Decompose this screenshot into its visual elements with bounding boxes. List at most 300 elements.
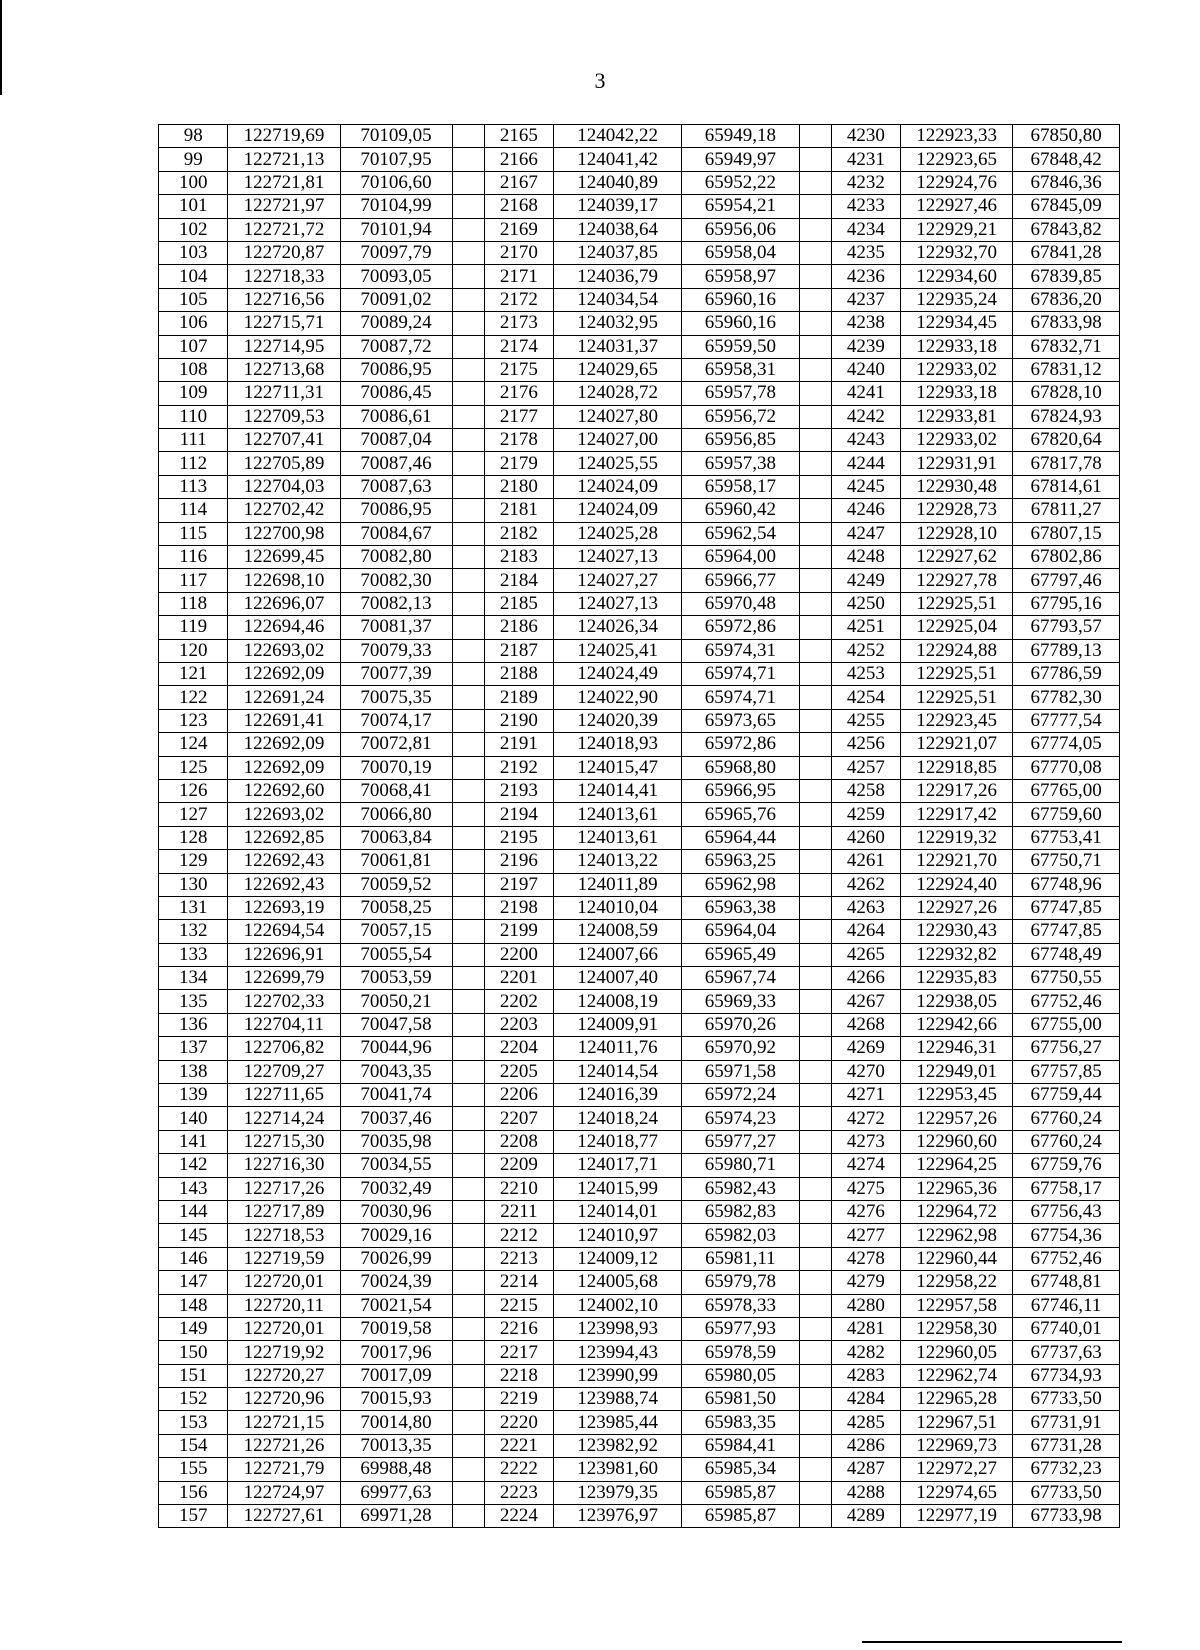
y-coordinate-b-cell: 65956,06 — [682, 218, 799, 241]
x-coordinate-a-cell: 122699,45 — [228, 546, 340, 569]
column-gap-cell — [799, 452, 831, 475]
column-gap-cell — [452, 1294, 484, 1317]
table-row — [159, 522, 1120, 545]
column-gap-cell — [799, 826, 831, 849]
point-number-c-cell: 4246 — [831, 499, 900, 522]
column-gap-cell — [799, 1364, 831, 1387]
x-coordinate-c-cell: 122958,30 — [901, 1317, 1013, 1340]
y-coordinate-c-cell: 67755,00 — [1013, 1013, 1120, 1036]
point-number-a-cell: 114 — [159, 499, 228, 522]
y-coordinate-b-cell: 65954,21 — [682, 195, 799, 218]
point-number-b-cell: 2180 — [484, 475, 553, 498]
x-coordinate-b-cell: 123994,43 — [554, 1341, 682, 1364]
column-gap-cell — [452, 335, 484, 358]
point-number-c-cell: 4261 — [831, 850, 900, 873]
x-coordinate-a-cell: 122699,79 — [228, 967, 340, 990]
column-gap-cell — [799, 943, 831, 966]
point-number-c-cell: 4272 — [831, 1107, 900, 1130]
y-coordinate-b-cell: 65959,50 — [682, 335, 799, 358]
point-number-a-cell: 98 — [159, 125, 228, 148]
point-number-b-cell: 2185 — [484, 592, 553, 615]
x-coordinate-a-cell: 122692,09 — [228, 733, 340, 756]
column-gap-cell — [452, 826, 484, 849]
x-coordinate-b-cell: 124027,80 — [554, 405, 682, 428]
y-coordinate-a-cell: 70086,95 — [340, 358, 452, 381]
x-coordinate-b-cell: 124011,76 — [554, 1037, 682, 1060]
x-coordinate-a-cell: 122709,27 — [228, 1060, 340, 1083]
table-row — [159, 499, 1120, 522]
y-coordinate-c-cell: 67795,16 — [1013, 592, 1120, 615]
x-coordinate-b-cell: 124015,99 — [554, 1177, 682, 1200]
column-gap-cell — [799, 1060, 831, 1083]
y-coordinate-c-cell: 67748,81 — [1013, 1271, 1120, 1294]
column-gap-cell — [799, 1247, 831, 1270]
y-coordinate-a-cell: 70087,04 — [340, 429, 452, 452]
y-coordinate-b-cell: 65956,85 — [682, 429, 799, 452]
point-number-b-cell: 2199 — [484, 920, 553, 943]
column-gap-cell — [799, 592, 831, 615]
point-number-b-cell: 2176 — [484, 382, 553, 405]
point-number-c-cell: 4269 — [831, 1037, 900, 1060]
point-number-c-cell: 4234 — [831, 218, 900, 241]
x-coordinate-c-cell: 122934,45 — [901, 312, 1013, 335]
column-gap-cell — [799, 709, 831, 732]
column-gap-cell — [452, 125, 484, 148]
x-coordinate-c-cell: 122927,46 — [901, 195, 1013, 218]
x-coordinate-b-cell: 124027,27 — [554, 569, 682, 592]
x-coordinate-b-cell: 124010,97 — [554, 1224, 682, 1247]
table-row — [159, 709, 1120, 732]
table-row — [159, 1084, 1120, 1107]
column-gap-cell — [452, 241, 484, 264]
y-coordinate-a-cell: 70072,81 — [340, 733, 452, 756]
point-number-a-cell: 141 — [159, 1130, 228, 1153]
y-coordinate-a-cell: 70089,24 — [340, 312, 452, 335]
point-number-c-cell: 4266 — [831, 967, 900, 990]
column-gap-cell — [799, 1388, 831, 1411]
point-number-b-cell: 2210 — [484, 1177, 553, 1200]
column-gap-cell — [799, 335, 831, 358]
x-coordinate-a-cell: 122693,02 — [228, 803, 340, 826]
column-gap-cell — [452, 546, 484, 569]
x-coordinate-c-cell: 122962,74 — [901, 1364, 1013, 1387]
x-coordinate-a-cell: 122704,11 — [228, 1013, 340, 1036]
y-coordinate-b-cell: 65963,25 — [682, 850, 799, 873]
y-coordinate-c-cell: 67740,01 — [1013, 1317, 1120, 1340]
y-coordinate-a-cell: 70087,63 — [340, 475, 452, 498]
point-number-b-cell: 2224 — [484, 1505, 553, 1528]
column-gap-cell — [799, 1458, 831, 1481]
table-row — [159, 265, 1120, 288]
point-number-a-cell: 110 — [159, 405, 228, 428]
point-number-c-cell: 4253 — [831, 662, 900, 685]
x-coordinate-c-cell: 122957,58 — [901, 1294, 1013, 1317]
point-number-c-cell: 4255 — [831, 709, 900, 732]
table-row — [159, 1037, 1120, 1060]
y-coordinate-c-cell: 67807,15 — [1013, 522, 1120, 545]
x-coordinate-b-cell: 124013,22 — [554, 850, 682, 873]
column-gap-cell — [799, 429, 831, 452]
point-number-a-cell: 119 — [159, 616, 228, 639]
table-row — [159, 686, 1120, 709]
column-gap-cell — [799, 639, 831, 662]
y-coordinate-c-cell: 67753,41 — [1013, 826, 1120, 849]
x-coordinate-c-cell: 122933,18 — [901, 382, 1013, 405]
point-number-c-cell: 4250 — [831, 592, 900, 615]
column-gap-cell — [799, 475, 831, 498]
column-gap-cell — [799, 546, 831, 569]
point-number-c-cell: 4247 — [831, 522, 900, 545]
y-coordinate-b-cell: 65970,26 — [682, 1013, 799, 1036]
column-gap-cell — [452, 288, 484, 311]
column-gap-cell — [799, 382, 831, 405]
x-coordinate-a-cell: 122717,26 — [228, 1177, 340, 1200]
column-gap-cell — [452, 1130, 484, 1153]
x-coordinate-c-cell: 122929,21 — [901, 218, 1013, 241]
y-coordinate-c-cell: 67782,30 — [1013, 686, 1120, 709]
point-number-c-cell: 4238 — [831, 312, 900, 335]
x-coordinate-b-cell: 124015,47 — [554, 756, 682, 779]
x-coordinate-b-cell: 123990,99 — [554, 1364, 682, 1387]
y-coordinate-a-cell: 70079,33 — [340, 639, 452, 662]
y-coordinate-b-cell: 65973,65 — [682, 709, 799, 732]
x-coordinate-a-cell: 122715,71 — [228, 312, 340, 335]
column-gap-cell — [452, 265, 484, 288]
y-coordinate-c-cell: 67786,59 — [1013, 662, 1120, 685]
point-number-b-cell: 2196 — [484, 850, 553, 873]
point-number-b-cell: 2166 — [484, 148, 553, 171]
point-number-b-cell: 2177 — [484, 405, 553, 428]
point-number-b-cell: 2208 — [484, 1130, 553, 1153]
column-gap-cell — [799, 522, 831, 545]
x-coordinate-a-cell: 122716,56 — [228, 288, 340, 311]
column-gap-cell — [799, 779, 831, 802]
point-number-b-cell: 2175 — [484, 358, 553, 381]
y-coordinate-a-cell: 70013,35 — [340, 1434, 452, 1457]
column-gap-cell — [799, 686, 831, 709]
column-gap-cell — [452, 803, 484, 826]
y-coordinate-a-cell: 70017,09 — [340, 1364, 452, 1387]
y-coordinate-c-cell: 67759,44 — [1013, 1084, 1120, 1107]
x-coordinate-a-cell: 122702,33 — [228, 990, 340, 1013]
table-row — [159, 1130, 1120, 1153]
y-coordinate-a-cell: 70034,55 — [340, 1154, 452, 1177]
y-coordinate-c-cell: 67793,57 — [1013, 616, 1120, 639]
point-number-c-cell: 4280 — [831, 1294, 900, 1317]
column-gap-cell — [452, 709, 484, 732]
y-coordinate-b-cell: 65962,54 — [682, 522, 799, 545]
column-gap-cell — [452, 1060, 484, 1083]
column-gap-cell — [799, 1224, 831, 1247]
x-coordinate-b-cell: 123976,97 — [554, 1505, 682, 1528]
column-gap-cell — [799, 967, 831, 990]
column-gap-cell — [799, 896, 831, 919]
y-coordinate-c-cell: 67846,36 — [1013, 171, 1120, 194]
point-number-b-cell: 2184 — [484, 569, 553, 592]
point-number-a-cell: 113 — [159, 475, 228, 498]
x-coordinate-c-cell: 122927,26 — [901, 896, 1013, 919]
point-number-a-cell: 150 — [159, 1341, 228, 1364]
point-number-c-cell: 4265 — [831, 943, 900, 966]
point-number-a-cell: 152 — [159, 1388, 228, 1411]
point-number-b-cell: 2174 — [484, 335, 553, 358]
y-coordinate-a-cell: 70024,39 — [340, 1271, 452, 1294]
x-coordinate-c-cell: 122927,62 — [901, 546, 1013, 569]
point-number-a-cell: 127 — [159, 803, 228, 826]
y-coordinate-b-cell: 65977,27 — [682, 1130, 799, 1153]
table-row — [159, 1458, 1120, 1481]
y-coordinate-b-cell: 65978,33 — [682, 1294, 799, 1317]
x-coordinate-a-cell: 122718,33 — [228, 265, 340, 288]
point-number-a-cell: 155 — [159, 1458, 228, 1481]
y-coordinate-b-cell: 65981,11 — [682, 1247, 799, 1270]
column-gap-cell — [799, 662, 831, 685]
column-gap-cell — [799, 1154, 831, 1177]
y-coordinate-a-cell: 70086,45 — [340, 382, 452, 405]
x-coordinate-a-cell: 122719,59 — [228, 1247, 340, 1270]
point-number-c-cell: 4273 — [831, 1130, 900, 1153]
x-coordinate-b-cell: 124029,65 — [554, 358, 682, 381]
table-row — [159, 967, 1120, 990]
column-gap-cell — [799, 171, 831, 194]
y-coordinate-a-cell: 70068,41 — [340, 779, 452, 802]
x-coordinate-c-cell: 122931,91 — [901, 452, 1013, 475]
y-coordinate-b-cell: 65974,71 — [682, 662, 799, 685]
x-coordinate-a-cell: 122717,89 — [228, 1200, 340, 1223]
y-coordinate-b-cell: 65982,03 — [682, 1224, 799, 1247]
point-number-a-cell: 134 — [159, 967, 228, 990]
point-number-c-cell: 4251 — [831, 616, 900, 639]
point-number-a-cell: 107 — [159, 335, 228, 358]
y-coordinate-a-cell: 70086,95 — [340, 499, 452, 522]
column-gap-cell — [799, 569, 831, 592]
y-coordinate-c-cell: 67747,85 — [1013, 920, 1120, 943]
point-number-a-cell: 123 — [159, 709, 228, 732]
x-coordinate-a-cell: 122721,26 — [228, 1434, 340, 1457]
table-row — [159, 452, 1120, 475]
column-gap-cell — [452, 592, 484, 615]
y-coordinate-b-cell: 65981,50 — [682, 1388, 799, 1411]
point-number-a-cell: 138 — [159, 1060, 228, 1083]
point-number-b-cell: 2220 — [484, 1411, 553, 1434]
x-coordinate-c-cell: 122933,02 — [901, 429, 1013, 452]
y-coordinate-b-cell: 65971,58 — [682, 1060, 799, 1083]
table-row — [159, 335, 1120, 358]
y-coordinate-a-cell: 70087,46 — [340, 452, 452, 475]
y-coordinate-a-cell: 70084,67 — [340, 522, 452, 545]
y-coordinate-c-cell: 67817,78 — [1013, 452, 1120, 475]
table-row — [159, 218, 1120, 241]
x-coordinate-a-cell: 122724,97 — [228, 1481, 340, 1504]
y-coordinate-c-cell: 67734,93 — [1013, 1364, 1120, 1387]
point-number-a-cell: 142 — [159, 1154, 228, 1177]
y-coordinate-b-cell: 65978,59 — [682, 1341, 799, 1364]
y-coordinate-a-cell: 70104,99 — [340, 195, 452, 218]
y-coordinate-c-cell: 67770,08 — [1013, 756, 1120, 779]
point-number-a-cell: 118 — [159, 592, 228, 615]
y-coordinate-c-cell: 67839,85 — [1013, 265, 1120, 288]
point-number-b-cell: 2213 — [484, 1247, 553, 1270]
y-coordinate-a-cell: 70082,80 — [340, 546, 452, 569]
x-coordinate-c-cell: 122923,33 — [901, 125, 1013, 148]
point-number-c-cell: 4274 — [831, 1154, 900, 1177]
y-coordinate-b-cell: 65983,35 — [682, 1411, 799, 1434]
y-coordinate-c-cell: 67752,46 — [1013, 990, 1120, 1013]
point-number-a-cell: 136 — [159, 1013, 228, 1036]
x-coordinate-b-cell: 123981,60 — [554, 1458, 682, 1481]
table-row — [159, 475, 1120, 498]
y-coordinate-c-cell: 67748,49 — [1013, 943, 1120, 966]
x-coordinate-a-cell: 122694,54 — [228, 920, 340, 943]
column-gap-cell — [799, 1505, 831, 1528]
y-coordinate-c-cell: 67832,71 — [1013, 335, 1120, 358]
y-coordinate-c-cell: 67747,85 — [1013, 896, 1120, 919]
point-number-a-cell: 115 — [159, 522, 228, 545]
x-coordinate-b-cell: 124008,19 — [554, 990, 682, 1013]
x-coordinate-a-cell: 122716,30 — [228, 1154, 340, 1177]
y-coordinate-a-cell: 70055,54 — [340, 943, 452, 966]
column-gap-cell — [452, 382, 484, 405]
x-coordinate-b-cell: 124027,13 — [554, 592, 682, 615]
point-number-a-cell: 145 — [159, 1224, 228, 1247]
x-coordinate-c-cell: 122974,65 — [901, 1481, 1013, 1504]
y-coordinate-b-cell: 65985,34 — [682, 1458, 799, 1481]
point-number-b-cell: 2219 — [484, 1388, 553, 1411]
y-coordinate-c-cell: 67750,71 — [1013, 850, 1120, 873]
column-gap-cell — [452, 171, 484, 194]
x-coordinate-b-cell: 124022,90 — [554, 686, 682, 709]
column-gap-cell — [452, 616, 484, 639]
point-number-c-cell: 4232 — [831, 171, 900, 194]
point-number-c-cell: 4285 — [831, 1411, 900, 1434]
y-coordinate-b-cell: 65970,48 — [682, 592, 799, 615]
x-coordinate-c-cell: 122934,60 — [901, 265, 1013, 288]
y-coordinate-a-cell: 70021,54 — [340, 1294, 452, 1317]
y-coordinate-c-cell: 67814,61 — [1013, 475, 1120, 498]
y-coordinate-a-cell: 69977,63 — [340, 1481, 452, 1504]
point-number-b-cell: 2194 — [484, 803, 553, 826]
point-number-c-cell: 4254 — [831, 686, 900, 709]
column-gap-cell — [452, 312, 484, 335]
x-coordinate-a-cell: 122721,72 — [228, 218, 340, 241]
x-coordinate-a-cell: 122720,87 — [228, 241, 340, 264]
point-number-c-cell: 4245 — [831, 475, 900, 498]
y-coordinate-a-cell: 70074,17 — [340, 709, 452, 732]
point-number-a-cell: 125 — [159, 756, 228, 779]
point-number-c-cell: 4268 — [831, 1013, 900, 1036]
column-gap-cell — [452, 1317, 484, 1340]
y-coordinate-c-cell: 67757,85 — [1013, 1060, 1120, 1083]
y-coordinate-b-cell: 65966,95 — [682, 779, 799, 802]
x-coordinate-c-cell: 122923,65 — [901, 148, 1013, 171]
point-number-c-cell: 4236 — [831, 265, 900, 288]
x-coordinate-b-cell: 124010,04 — [554, 896, 682, 919]
y-coordinate-c-cell: 67841,28 — [1013, 241, 1120, 264]
y-coordinate-a-cell: 70082,13 — [340, 592, 452, 615]
y-coordinate-c-cell: 67746,11 — [1013, 1294, 1120, 1317]
table-row — [159, 569, 1120, 592]
table-row — [159, 1481, 1120, 1504]
point-number-a-cell: 148 — [159, 1294, 228, 1317]
x-coordinate-c-cell: 122967,51 — [901, 1411, 1013, 1434]
column-gap-cell — [799, 241, 831, 264]
table-row — [159, 312, 1120, 335]
y-coordinate-a-cell: 70077,39 — [340, 662, 452, 685]
point-number-b-cell: 2218 — [484, 1364, 553, 1387]
point-number-a-cell: 100 — [159, 171, 228, 194]
x-coordinate-c-cell: 122928,73 — [901, 499, 1013, 522]
coordinates-table-body — [159, 125, 1120, 1528]
y-coordinate-b-cell: 65974,71 — [682, 686, 799, 709]
x-coordinate-b-cell: 124038,64 — [554, 218, 682, 241]
table-row — [159, 382, 1120, 405]
x-coordinate-a-cell: 122719,69 — [228, 125, 340, 148]
point-number-c-cell: 4279 — [831, 1271, 900, 1294]
point-number-c-cell: 4243 — [831, 429, 900, 452]
table-row — [159, 990, 1120, 1013]
table-row — [159, 358, 1120, 381]
y-coordinate-c-cell: 67748,96 — [1013, 873, 1120, 896]
y-coordinate-a-cell: 70063,84 — [340, 826, 452, 849]
x-coordinate-c-cell: 122958,22 — [901, 1271, 1013, 1294]
y-coordinate-a-cell: 70082,30 — [340, 569, 452, 592]
x-coordinate-a-cell: 122692,85 — [228, 826, 340, 849]
point-number-c-cell: 4260 — [831, 826, 900, 849]
column-gap-cell — [799, 873, 831, 896]
x-coordinate-c-cell: 122923,45 — [901, 709, 1013, 732]
point-number-b-cell: 2222 — [484, 1458, 553, 1481]
x-coordinate-b-cell: 124014,01 — [554, 1200, 682, 1223]
column-gap-cell — [452, 358, 484, 381]
point-number-c-cell: 4282 — [831, 1341, 900, 1364]
point-number-b-cell: 2179 — [484, 452, 553, 475]
x-coordinate-b-cell: 124020,39 — [554, 709, 682, 732]
x-coordinate-a-cell: 122720,01 — [228, 1271, 340, 1294]
y-coordinate-c-cell: 67754,36 — [1013, 1224, 1120, 1247]
point-number-a-cell: 146 — [159, 1247, 228, 1270]
point-number-c-cell: 4240 — [831, 358, 900, 381]
x-coordinate-b-cell: 124026,34 — [554, 616, 682, 639]
point-number-b-cell: 2197 — [484, 873, 553, 896]
point-number-c-cell: 4249 — [831, 569, 900, 592]
table-row — [159, 1388, 1120, 1411]
column-gap-cell — [452, 1364, 484, 1387]
column-gap-cell — [452, 148, 484, 171]
point-number-b-cell: 2178 — [484, 429, 553, 452]
x-coordinate-a-cell: 122707,41 — [228, 429, 340, 452]
table-row — [159, 733, 1120, 756]
point-number-b-cell: 2169 — [484, 218, 553, 241]
x-coordinate-c-cell: 122957,26 — [901, 1107, 1013, 1130]
y-coordinate-a-cell: 70041,74 — [340, 1084, 452, 1107]
x-coordinate-b-cell: 124025,41 — [554, 639, 682, 662]
x-coordinate-b-cell: 124027,13 — [554, 546, 682, 569]
y-coordinate-b-cell: 65985,87 — [682, 1505, 799, 1528]
bottom-rule — [862, 1641, 1122, 1643]
y-coordinate-b-cell: 65965,49 — [682, 943, 799, 966]
table-row — [159, 1317, 1120, 1340]
column-gap-cell — [452, 569, 484, 592]
y-coordinate-a-cell: 70035,98 — [340, 1130, 452, 1153]
x-coordinate-c-cell: 122977,19 — [901, 1505, 1013, 1528]
table-row — [159, 1107, 1120, 1130]
point-number-c-cell: 4270 — [831, 1060, 900, 1083]
x-coordinate-b-cell: 124008,59 — [554, 920, 682, 943]
column-gap-cell — [452, 756, 484, 779]
y-coordinate-c-cell: 67732,23 — [1013, 1458, 1120, 1481]
x-coordinate-c-cell: 122965,28 — [901, 1388, 1013, 1411]
point-number-a-cell: 102 — [159, 218, 228, 241]
